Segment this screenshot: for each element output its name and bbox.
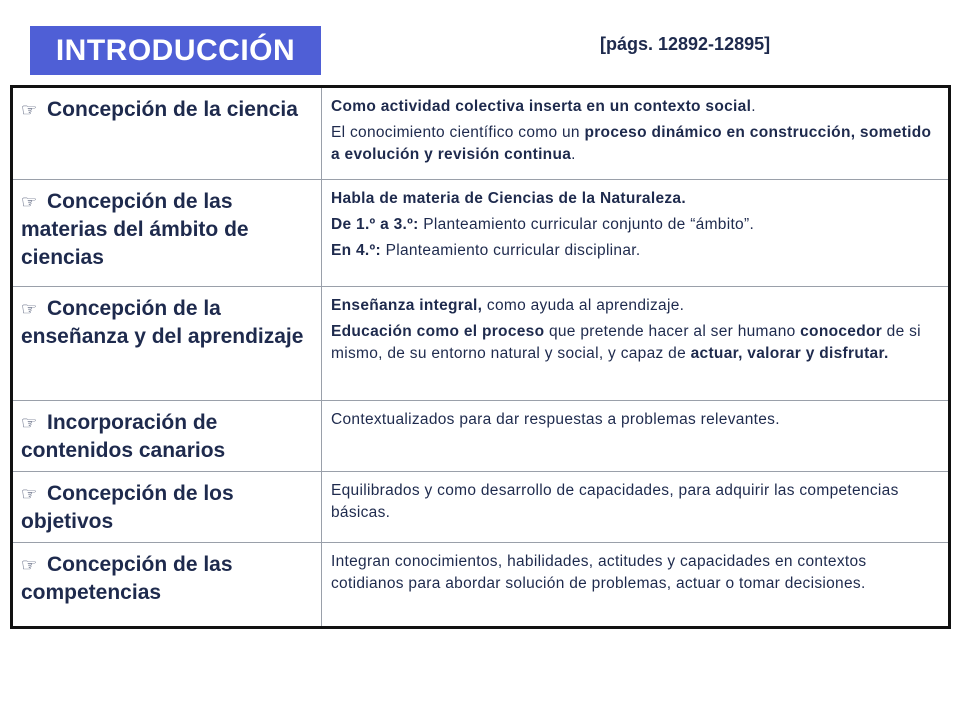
description-paragraph (331, 240, 938, 262)
topic-label: Concepción de los objetivos (21, 482, 234, 533)
topic-cell (12, 180, 322, 287)
description-paragraph (331, 122, 938, 166)
description-paragraph (331, 321, 938, 365)
description-text: como ayuda al aprendizaje. (482, 297, 685, 314)
slide-title: INTRODUCCIÓN (55, 33, 296, 67)
description-cell (322, 401, 950, 472)
topic-cell (12, 87, 322, 180)
description-paragraph (331, 96, 938, 118)
emphasized-text: Como actividad colectiva inserta en un contexto social (331, 98, 752, 115)
emphasized-text: De 1.º a 3.º: (331, 216, 419, 233)
topic-cell (12, 287, 322, 401)
description-text: de si mismo, de su entorno natural y social, y capaz de (331, 323, 921, 362)
description-text: Equilibrados y como desarrollo de capacidades, para adquirir las competencias básicas. (331, 482, 899, 521)
pointing-hand-icon: ☞ (21, 413, 38, 433)
emphasized-text: Educación como el proceso (331, 323, 545, 340)
topic-label: Concepción de la ciencia (47, 98, 298, 121)
table-body (12, 87, 950, 628)
pointing-hand-icon: ☞ (21, 192, 38, 212)
table-row (12, 543, 950, 628)
description-text: Planteamiento curricular disciplinar. (380, 242, 641, 259)
description-paragraph (331, 480, 938, 524)
description-cell (322, 180, 950, 287)
description-paragraph (331, 214, 938, 236)
emphasized-text: proceso dinámico en construcción, sometido a evolución y revisión continua (331, 124, 932, 163)
description-text: Contextualizados para dar respuestas a problemas relevantes. (331, 411, 780, 428)
description-text: Integran conocimientos, habilidades, actitudes y capacidades en contextos cotidianos para abordar solución de problemas, actuar o tomar decisiones. (331, 553, 867, 592)
summary-table (10, 85, 951, 629)
description-cell (322, 543, 950, 628)
emphasized-text: Habla de materia de Ciencias de la Naturaleza. (331, 190, 686, 207)
topic-label: Concepción de la enseñanza y del aprendizaje (21, 297, 304, 348)
table-row (12, 287, 950, 401)
title-banner (30, 26, 321, 75)
description-text: que pretende hacer al ser humano (544, 323, 801, 340)
description-paragraph (331, 188, 938, 210)
table-row (12, 472, 950, 543)
description-paragraph (331, 409, 938, 431)
description-paragraph (331, 295, 938, 317)
pointing-hand-icon: ☞ (21, 484, 38, 504)
description-paragraph (331, 551, 938, 595)
topic-label: Concepción de las competencias (21, 553, 233, 604)
topic-cell (12, 401, 322, 472)
page-reference: [págs. 12892-12895] (600, 34, 771, 54)
description-cell (322, 472, 950, 543)
pointing-hand-icon: ☞ (21, 555, 38, 575)
description-text: . (571, 146, 576, 163)
description-text: El conocimiento científico como un (331, 124, 585, 141)
pointing-hand-icon: ☞ (21, 299, 38, 319)
description-text: Planteamiento curricular conjunto de “ámbito”. (418, 216, 755, 233)
topic-label: Incorporación de contenidos canarios (21, 411, 226, 462)
pointing-hand-icon: ☞ (21, 100, 38, 120)
table-row (12, 87, 950, 180)
description-cell (322, 87, 950, 180)
description-text: . (751, 98, 756, 115)
emphasized-text: actuar, valorar y disfrutar. (690, 345, 889, 362)
emphasized-text: Enseñanza integral, (331, 297, 483, 314)
emphasized-text: En 4.º: (331, 242, 381, 259)
topic-cell (12, 472, 322, 543)
topic-label: Concepción de las materias del ámbito de ciencias (21, 190, 249, 269)
topic-cell (12, 543, 322, 628)
description-cell (322, 287, 950, 401)
emphasized-text: conocedor (800, 323, 883, 340)
table-row (12, 180, 950, 287)
table-row (12, 401, 950, 472)
